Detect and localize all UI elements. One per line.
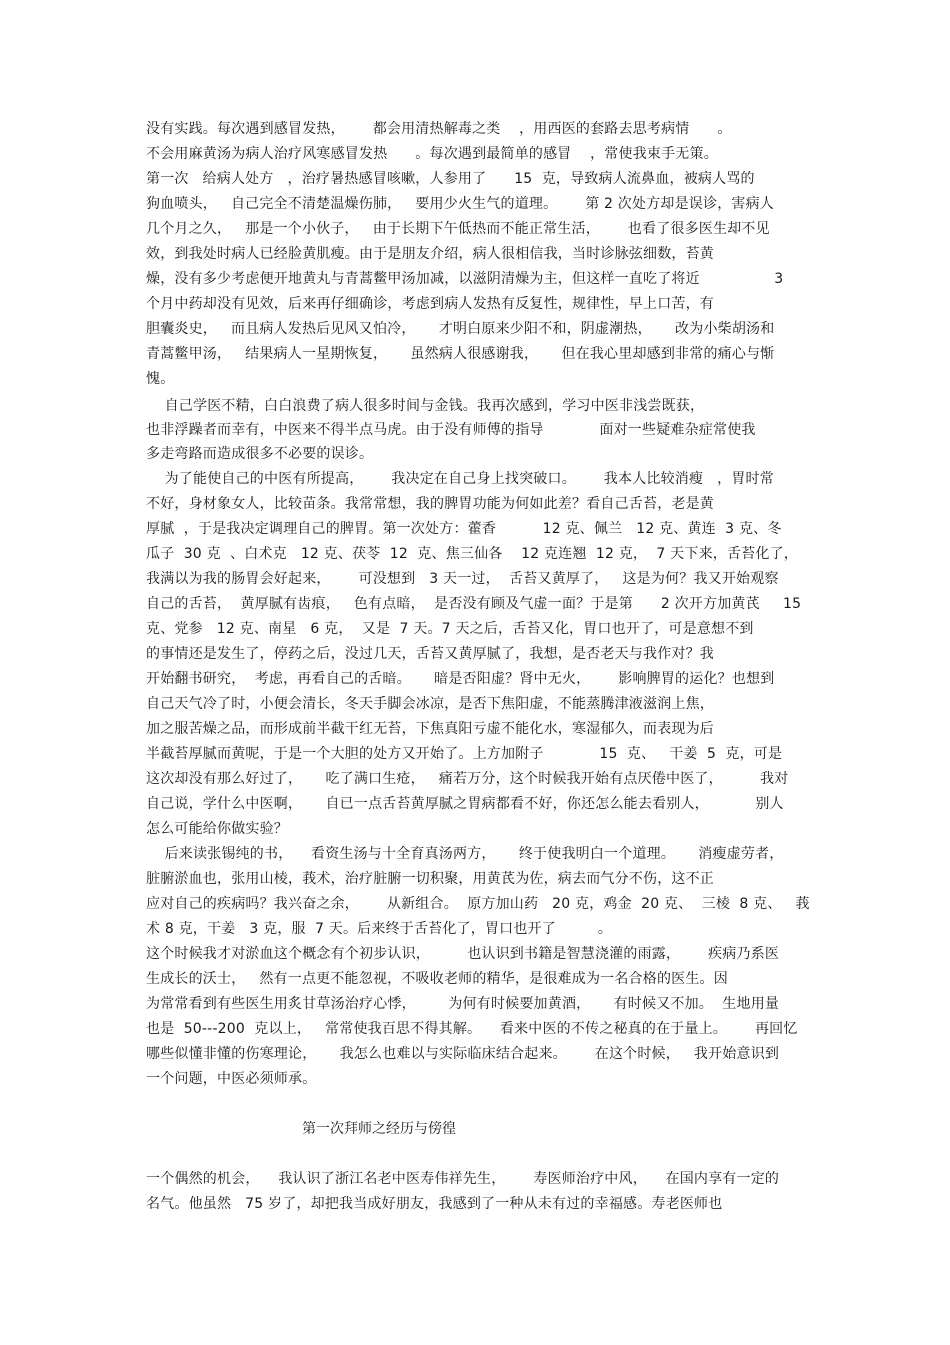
text-line: 我满以为我的肠胃会好起来， 可没想到 3 天一过， 舌苔又黄厚了， 这是为何？我又开始观察 <box>146 571 779 587</box>
text-line: 生成长的沃士， 然有一点更不能忽视，不吸收老师的精华，是很难成为一名合格的医生。因 <box>146 971 728 987</box>
text-line: 这次却没有那么好过了， 吃了满口生疮， 痛若万分，这个时候我开始有点厌倦中医了， 我对 <box>146 771 789 787</box>
text-line: 效，到我处时病人已经脸黄肌瘦。由于是朋友介绍，病人很相信我，当时诊脉弦细数，苔黄 <box>146 246 714 262</box>
text-line: 青蒿鳖甲汤， 结果病人一星期恢复， 虽然病人很感谢我， 但在我心里却感到非常的痛心与惭 <box>146 346 775 362</box>
text-line: 为常常看到有些医生用炙甘草汤治疗心悸， 为何有时候要加黄酒， 有时候又不加。 生地用量 <box>146 996 780 1012</box>
text-line: 这个时候我才对淤血这个概念有个初步认识， 也认识到书籍是智慧浇灌的雨露， 疾病乃系医 <box>146 946 780 962</box>
text-line: 怎么可能给你做实验？ <box>146 821 288 837</box>
text-line: 为了能使自己的中医有所提高， 我决定在自己身上找突破口。 我本人比较消瘦 ，胃时常 <box>146 471 774 487</box>
text-line: 的事情还是发生了，停药之后，没过几天，舌苔又黄厚腻了，我想，是否老天与我作对？我 <box>146 646 714 662</box>
section-heading: 第一次拜师之经历与傍徨 <box>302 1121 456 1137</box>
text-line: 半截苔厚腻而黄呢，于是一个大胆的处方又开始了。上方加附子 15 克、 干姜 5 克，可是 <box>146 746 783 762</box>
text-line: 第一次 给病人处方 ，治疗暑热感冒咳嗽，人参用了 15 克，导致病人流鼻血，被病人骂的 <box>146 171 755 187</box>
text-line: 狗血喷头， 自己完全不清楚温燥伤肺， 要用少火生气的道理。 第 2 次处方却是误诊，害病人 <box>146 196 775 212</box>
text-line: 厚腻 ，于是我决定调理自己的脾胃。第一次处方：藿香 12 克、佩兰 12 克、黄连 3 克、冬 <box>146 521 782 537</box>
text-line: 也非浮躁者而幸有，中医来不得半点马虎。由于没有师傅的指导 面对一些疑难杂症常使我 <box>146 422 756 438</box>
text-line: 个月中药却没有见效，后来再仔细确诊，考虑到病人发热有反复性，规律性，早上口苦，有 <box>146 296 714 312</box>
text-line: 开始翻书研究， 考虑，再看自己的舌暗。 暗是否阳虚？肾中无火， 影响脾胃的运化？也想到 <box>146 671 775 687</box>
text-line: 术 8 克，干姜 3 克，服 7 天。后来终于舌苔化了，胃口也开了 。 <box>146 921 613 937</box>
text-line: 自己说，学什么中医啊， 自已一点舌苔黄厚腻之胃病都看不好，你还怎么能去看别人， 别人 <box>146 796 784 812</box>
text-line: 哪些似懂非懂的伤寒理论， 我怎么也难以与实际临床结合起来。 在这个时候， 我开始意识到 <box>146 1046 780 1062</box>
text-line: 一个偶然的机会， 我认识了浙江名老中医寿伟祥先生， 寿医师治疗中风， 在国内享有一定的 <box>146 1171 780 1187</box>
text-line: 燥，没有多少考虑便开地黄丸与青蒿鳖甲汤加减，以滋阴清燥为主，但这样一直吃了将近 3 <box>146 271 784 287</box>
text-line: 一个问题，中医必须师承。 <box>146 1071 317 1087</box>
text-line: 自己学医不精，白白浪费了病人很多时间与金钱。我再次感到，学习中医非浅尝既获， <box>146 398 705 414</box>
text-line: 加之服苦燥之品，而形成前半截干红无苔，下焦真阳亏虚不能化水，寒湿郁久，而表现为后 <box>146 721 714 737</box>
text-line: 不好，身材象女人，比较苗条。我常常想，我的脾胃功能为何如此差？看自己舌苔，老是黄 <box>146 496 714 512</box>
text-line: 瓜子 30 克 、白术克 12 克、茯苓 12 克、焦三仙各 12 克连翘 12 克， 7 天下来，舌苔化了， <box>146 546 798 562</box>
text-line: 没有实践。每次遇到感冒发热， 都会用清热解毒之类 ，用西医的套路去思考病情 。 <box>146 121 732 137</box>
text-line: 名气。他虽然 75 岁了，却把我当成好朋友，我感到了一种从未有过的幸福感。寿老医师也 <box>146 1196 723 1212</box>
text-line: 几个月之久， 那是一个小伙子， 由于长期下午低热而不能正常生活， 也看了很多医生却不见 <box>146 221 770 237</box>
text-line: 后来读张锡纯的书， 看资生汤与十全育真汤两方， 终于使我明白一个道理。 消瘦虚劳者， <box>146 846 784 862</box>
text-line: 脏腑淤血也，张用山棱，莪术，治疗脏腑一切积聚，用黄芪为佐，病去而气分不伤，这不正 <box>146 871 714 887</box>
text-line: 克、党参 12 克、南星 6 克， 又是 7 天。7 天之后，舌苔又化，胃口也开了，可是意想不到 <box>146 621 754 637</box>
text-line: 也是 50---200 克以上， 常常使我百思不得其解。 看来中医的不传之秘真的在于量上。 再回忆 <box>146 1021 798 1037</box>
text-line: 自己的舌苔， 黄厚腻有齿痕， 色有点暗， 是否没有顾及气虚一面？于是第 2 次开方加黄芪 15 <box>146 596 802 612</box>
text-line: 胆囊炎史， 而且病人发热后见风又怕冷， 才明白原来少阳不和，阴虚潮热， 改为小柴胡汤和 <box>146 321 775 337</box>
text-line: 应对自己的疾病吗？我兴奋之余， 从新组合。 原方加山药 20 克，鸡金 20 克、 三棱 8 克、 莪 <box>146 896 810 912</box>
text-line: 自己天气冷了时，小便会清长，冬天手脚会冰凉，是否下焦阳虚，不能蒸腾津液滋润上焦， <box>146 696 714 712</box>
text-line: 多走弯路而造成很多不必要的误诊。 <box>146 446 374 462</box>
text-line: 愧。 <box>146 371 175 387</box>
text-line: 不会用麻黄汤为病人治疗风寒感冒发热 。每次遇到最简单的感冒 ，常使我束手无策。 <box>146 146 718 162</box>
